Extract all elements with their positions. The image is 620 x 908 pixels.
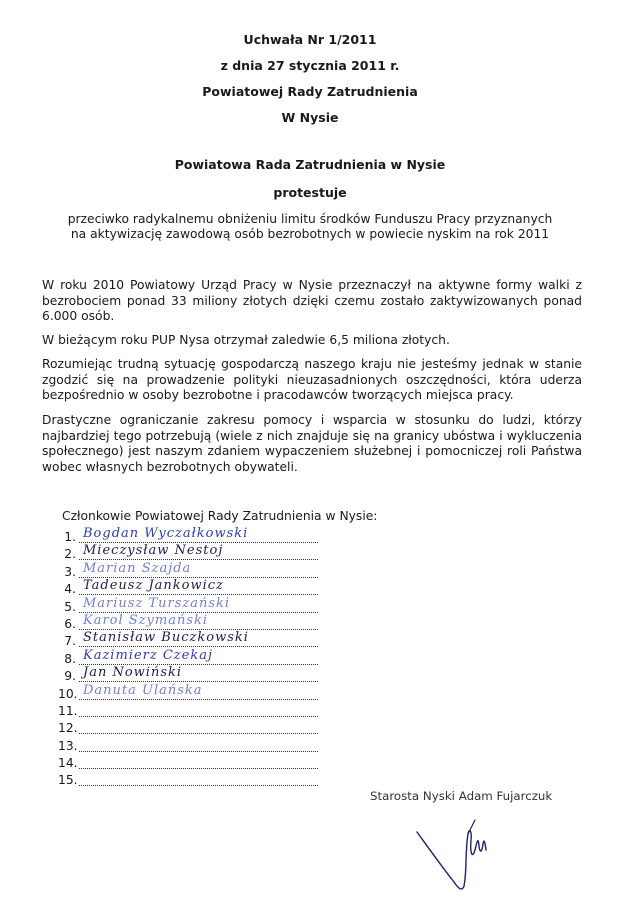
signature-line xyxy=(79,751,318,752)
signature-line xyxy=(79,785,318,786)
protest-subject: przeciwko radykalnemu obniżeniu limitu środków Funduszu Pracy przyznanych na aktywizację zawodową osób bezrobotnych w powiecie nyskim na rok 2011 xyxy=(67,212,553,241)
member-number: 3. xyxy=(64,564,76,579)
member-number: 8. xyxy=(64,651,76,666)
member-number: 13. xyxy=(58,738,78,753)
member-number: 9. xyxy=(64,669,76,684)
member-signature: Mieczysław Nestoj xyxy=(83,543,224,559)
member-number: 12. xyxy=(58,721,78,736)
member-number: 1. xyxy=(64,530,76,544)
member-signature: Marian Szajda xyxy=(83,560,192,576)
member-number: 11. xyxy=(58,703,78,718)
member-number: 15. xyxy=(58,773,78,788)
member-signature: Kazimierz Czekaj xyxy=(83,647,213,663)
member-signature: Jan Nowiński xyxy=(83,665,183,681)
member-number: 7. xyxy=(64,634,76,649)
member-row xyxy=(58,719,318,736)
member-row xyxy=(58,702,318,719)
starosta-signature xyxy=(412,812,502,897)
member-number: 10. xyxy=(58,686,78,701)
member-row xyxy=(58,737,318,754)
member-number: 6. xyxy=(64,616,76,631)
member-row xyxy=(58,754,318,771)
paragraph-3: Rozumiejąc trudną sytuację gospodarczą naszego kraju nie jesteśmy jednak w stanie zgodzić się na prowadzenie polityki nieuzasadnionych oszczędności, która uderza bezpośrednio w osoby bezrobotne i pracodawców tworzących miejsca pracy. xyxy=(42,357,582,402)
members-heading: Członkowie Powiatowej Rady Zatrudnienia w Nysie: xyxy=(62,509,378,523)
member-signature: Mariusz Turszański xyxy=(83,595,231,611)
resolution-date: z dnia 27 stycznia 2011 r. xyxy=(220,58,400,73)
member-signature: Karol Szymański xyxy=(83,612,209,628)
member-number: 5. xyxy=(64,599,76,614)
starosta-label: Starosta Nyski Adam Fujarczuk xyxy=(370,789,553,803)
member-row xyxy=(58,682,318,702)
paragraph-1: W roku 2010 Powiatowy Urząd Pracy w Nysie przeznaczył na aktywne formy walki z bezrobociem ponad 33 miliony złotych dzięki czemu zostało zaktywizowanych ponad 6.000 osób. xyxy=(42,278,582,323)
member-number: 14. xyxy=(58,756,78,771)
signature-line xyxy=(79,699,318,700)
member-row xyxy=(58,771,318,788)
member-signature: Stanisław Buczkowski xyxy=(83,630,249,646)
council-name: Powiatowej Rady Zatrudnienia xyxy=(202,84,418,99)
paragraph-4: Drastyczne ograniczanie zakresu pomocy i wsparcia w stosunku do ludzi, którzy najbardziej tego potrzebują (wiele z nich znajduje się na granicy ubóstwa i wykluczenia społecznego) jest naszym zdaniem wypaczeniem służebnej i pomocniczej roli Państwa wobec własnych bezrobotnych obywateli. xyxy=(42,413,582,474)
resolution-number: Uchwała Nr 1/2011 xyxy=(243,32,377,47)
protest-heading: protestuje xyxy=(273,185,347,200)
protesting-body: Powiatowa Rada Zatrudnienia w Nysie xyxy=(174,157,446,172)
signature-line xyxy=(79,768,318,769)
council-location: W Nysie xyxy=(281,110,339,125)
member-signature-list xyxy=(58,528,318,789)
member-signature: Bogdan Wyczałkowski xyxy=(83,526,249,541)
member-signature: Danuta Ulańska xyxy=(83,682,203,698)
member-number: 4. xyxy=(64,582,76,597)
member-signature: Tadeusz Jankowicz xyxy=(83,578,224,594)
paragraph-2: W bieżącym roku PUP Nysa otrzymał zaledwie 6,5 miliona złotych. xyxy=(42,333,450,347)
member-number: 2. xyxy=(64,547,76,562)
signature-line xyxy=(79,733,318,734)
signature-line xyxy=(79,716,318,717)
